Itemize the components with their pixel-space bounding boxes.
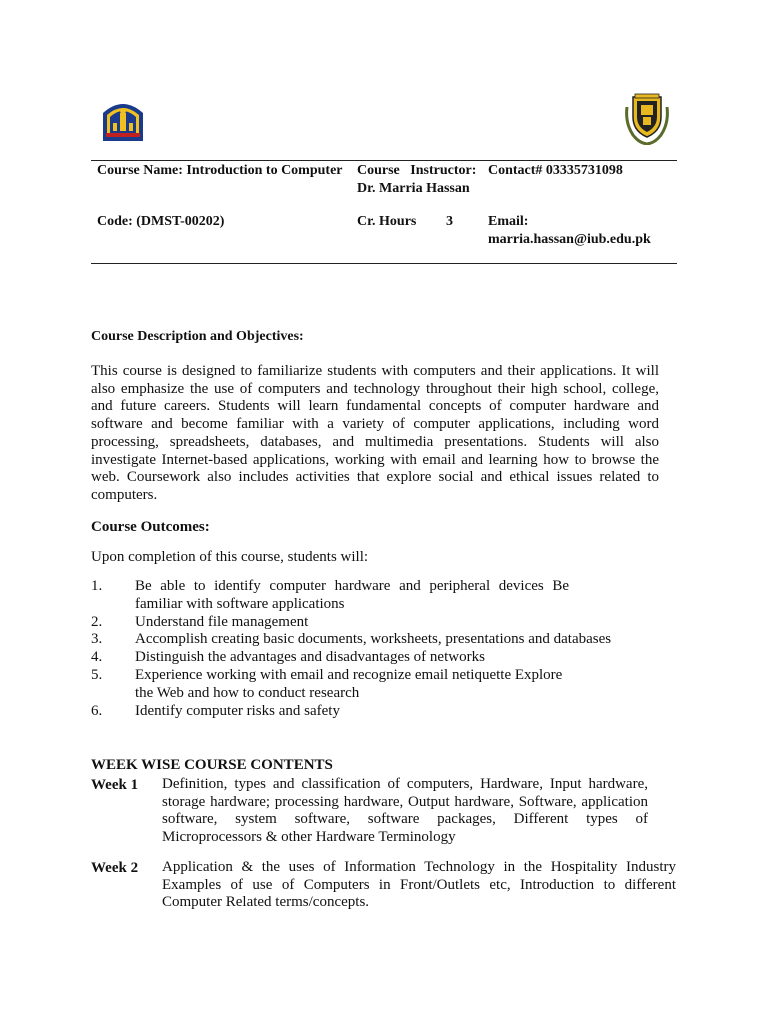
week-content: Application & the uses of Information Technology in the Hospitality Industry Examples of use of Computers in Front/Outlets etc, Introduction to different Computer Related terms/concepts. (162, 859, 676, 911)
header-top-rule (91, 160, 677, 161)
week-content: Definition, types and classification of computers, Hardware, Input hardware, storage hardware; processing hardware, Output hardware, Software, application software, system software, software packages, Different types of Microprocessors & other Hardware Terminology (162, 776, 648, 845)
weeks-heading: WEEK WISE COURSE CONTENTS (91, 757, 333, 773)
outcomes-heading: Course Outcomes: (91, 519, 210, 535)
week-label: Week 2 (91, 860, 139, 876)
week-label: Week 1 (91, 777, 139, 793)
outcome-item (91, 703, 651, 721)
university-crest-logo (98, 93, 148, 143)
description-heading: Course Description and Objectives: (91, 329, 304, 344)
outcome-item (91, 614, 651, 632)
outcome-item (91, 649, 651, 667)
outcome-number: 2. (91, 613, 103, 630)
contact-number: Contact# 03335731098 (488, 163, 623, 178)
course-code: Code: (DMST-00202) (97, 214, 225, 229)
instructor-label: Course Instructor: (357, 163, 477, 178)
outcome-item (91, 667, 575, 703)
email-label: Email: (488, 214, 529, 229)
outcome-number: 6. (91, 702, 103, 719)
outcome-text: Experience working with email and recognize email netiquette Explore the Web and how to conduct research (135, 666, 563, 701)
outcome-text: Be able to identify computer hardware and peripheral devices Be familiar with software applications (135, 578, 569, 612)
outcome-item (91, 631, 651, 649)
course-name: Course Name: Introduction to Computer (97, 163, 343, 178)
outcome-text: Accomplish creating basic documents, worksheets, presentations and databases (135, 631, 612, 648)
credit-hours-value: 3 (446, 214, 453, 229)
outcomes-intro: Upon completion of this course, students will: (91, 549, 369, 565)
outcome-number: 4. (91, 649, 103, 666)
outcome-text: Identify computer risks and safety (135, 702, 340, 719)
instructor-name: Dr. Marria Hassan (357, 181, 470, 196)
credit-hours-label: Cr. Hours (357, 214, 417, 229)
outcome-number: 3. (91, 631, 103, 648)
outcome-item (91, 578, 569, 614)
outcome-number: 5. (91, 666, 103, 683)
outcomes-list (91, 578, 651, 720)
outcome-text: Understand file management (135, 613, 309, 630)
description-body: This course is designed to familiarize students with computers and their applications. It will also emphasize the use of computers and technology throughout their high school, college, and future careers. Students will learn fundamental concepts of computer hardware and software and become familiar with a variety of computer applications, including word processing, spreadsheets, databases, and multimedia presentations. Students will also investigate Internet-based applications, working with email and learning how to browse the web. Coursework also includes activities that explore social and ethical issues related to computers. (91, 363, 659, 503)
header-bottom-rule (91, 263, 677, 264)
outcome-number: 1. (91, 578, 103, 594)
outcome-text: Distinguish the advantages and disadvantages of networks (135, 649, 485, 666)
department-shield-logo (623, 93, 671, 145)
email-value: marria.hassan@iub.edu.pk (488, 232, 651, 247)
